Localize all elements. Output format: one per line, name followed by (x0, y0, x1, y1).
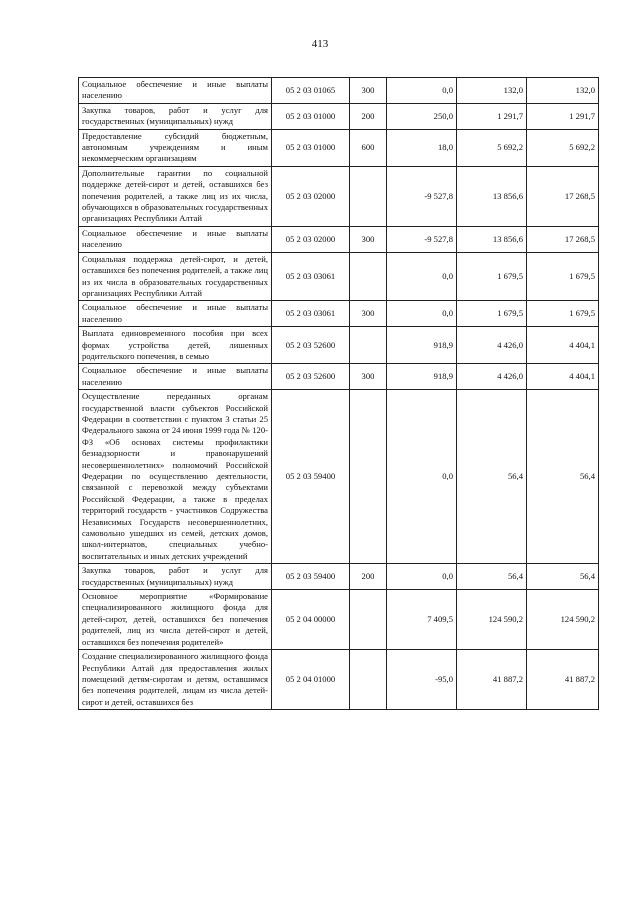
row-change: 0,0 (387, 301, 457, 327)
row-expense-type: 600 (350, 129, 387, 166)
row-code: 05 2 03 52600 (272, 327, 350, 364)
row-name: Социальное обеспечение и иные выплаты населению (79, 226, 272, 252)
row-change: 7 409,5 (387, 590, 457, 650)
row-name: Предоставление субсидий бюджетным, автономным учреждениям и иным некоммерческим организациям (79, 129, 272, 166)
row-change: 918,9 (387, 327, 457, 364)
row-expense-type (350, 252, 387, 301)
table-row (79, 590, 599, 650)
table-row (79, 364, 599, 390)
row-value-1: 5 692,2 (457, 129, 527, 166)
row-change: 0,0 (387, 390, 457, 564)
row-value-2: 56,4 (527, 390, 599, 564)
row-expense-type: 200 (350, 103, 387, 129)
row-value-1: 1 291,7 (457, 103, 527, 129)
row-value-2: 132,0 (527, 78, 599, 104)
row-value-1: 56,4 (457, 564, 527, 590)
row-value-1: 124 590,2 (457, 590, 527, 650)
row-code: 05 2 03 01000 (272, 129, 350, 166)
row-value-2: 124 590,2 (527, 590, 599, 650)
row-value-2: 1 291,7 (527, 103, 599, 129)
row-change: 18,0 (387, 129, 457, 166)
row-value-2: 1 679,5 (527, 252, 599, 301)
row-value-2: 4 404,1 (527, 364, 599, 390)
row-expense-type (350, 650, 387, 710)
row-expense-type: 300 (350, 301, 387, 327)
table-row (79, 564, 599, 590)
row-name: Социальное обеспечение и иные выплаты населению (79, 364, 272, 390)
row-value-2: 17 268,5 (527, 166, 599, 226)
row-change: 0,0 (387, 78, 457, 104)
row-value-1: 1 679,5 (457, 252, 527, 301)
row-name: Дополнительные гарантии по социальной поддержке детей-сирот и детей, оставшихся без попечения родителей, а также лиц из их числа, обучающихся в образовательных государственных организациях Республики Алтай (79, 166, 272, 226)
row-expense-type: 300 (350, 226, 387, 252)
row-name: Социальное обеспечение и иные выплаты населению (79, 301, 272, 327)
row-value-1: 4 426,0 (457, 327, 527, 364)
row-code: 05 2 03 01065 (272, 78, 350, 104)
row-value-1: 132,0 (457, 78, 527, 104)
row-expense-type: 300 (350, 364, 387, 390)
table-row (79, 78, 599, 104)
table-row (79, 226, 599, 252)
row-name: Осуществление переданных органам государственной власти субъектов Российской Федерации в соответствии с пунктом 3 статьи 25 Федерального закона от 24 июня 1999 года № 120-ФЗ «Об основах системы профилактики безнадзорности и правонарушений несовершеннолетних» полномочий Российской Федерации по осуществлению деятельности, связанной с перевозкой между субъектами Российской Федерации, а также в пределах территорий государств - участников Содружества Независимых Государств несовершеннолетних, самовольно ушедших из семей, детских домов, школ-интернатов, специальных учебно-воспитательных и иных детских учреждений (79, 390, 272, 564)
row-name: Создание специализированного жилищного фонда Республики Алтай для предоставления жилых помещений детям-сиротам и детям, оставшимся без попечения родителей, лицам из числа детей-сирот и детей, оставшихся без (79, 650, 272, 710)
row-expense-type (350, 327, 387, 364)
table-row (79, 327, 599, 364)
row-expense-type: 200 (350, 564, 387, 590)
row-code: 05 2 04 00000 (272, 590, 350, 650)
row-code: 05 2 03 59400 (272, 564, 350, 590)
row-name: Закупка товаров, работ и услуг для государственных (муниципальных) нужд (79, 103, 272, 129)
row-code: 05 2 03 03061 (272, 301, 350, 327)
row-code: 05 2 03 03061 (272, 252, 350, 301)
row-change: -9 527,8 (387, 166, 457, 226)
row-code: 05 2 03 59400 (272, 390, 350, 564)
row-expense-type: 300 (350, 78, 387, 104)
row-value-1: 4 426,0 (457, 364, 527, 390)
row-change: 250,0 (387, 103, 457, 129)
row-value-2: 5 692,2 (527, 129, 599, 166)
row-name: Закупка товаров, работ и услуг для государственных (муниципальных) нужд (79, 564, 272, 590)
row-change: 918,9 (387, 364, 457, 390)
row-change: 0,0 (387, 252, 457, 301)
row-value-2: 4 404,1 (527, 327, 599, 364)
table-row (79, 252, 599, 301)
row-expense-type (350, 390, 387, 564)
row-value-2: 17 268,5 (527, 226, 599, 252)
table-row (79, 650, 599, 710)
row-change: -9 527,8 (387, 226, 457, 252)
row-value-1: 56,4 (457, 390, 527, 564)
page-number: 413 (311, 38, 329, 50)
row-code: 05 2 04 01000 (272, 650, 350, 710)
row-code: 05 2 03 52600 (272, 364, 350, 390)
row-code: 05 2 03 02000 (272, 166, 350, 226)
row-code: 05 2 03 01000 (272, 103, 350, 129)
table-row (79, 166, 599, 226)
row-change: 0,0 (387, 564, 457, 590)
row-value-1: 13 856,6 (457, 166, 527, 226)
row-name: Выплата единовременного пособия при всех формах устройства детей, лишенных родительского попечения, в семью (79, 327, 272, 364)
row-expense-type (350, 166, 387, 226)
row-value-1: 13 856,6 (457, 226, 527, 252)
row-value-1: 1 679,5 (457, 301, 527, 327)
row-expense-type (350, 590, 387, 650)
row-value-1: 41 887,2 (457, 650, 527, 710)
row-name: Социальное обеспечение и иные выплаты населению (79, 78, 272, 104)
row-change: -95,0 (387, 650, 457, 710)
row-name: Основное мероприятие «Формирование специализированного жилищного фонда для детей-сирот, детей, оставшихся без попечения родителей, лиц из числа детей-сирот и детей, оставшихся без попечения родителей» (79, 590, 272, 650)
row-value-2: 1 679,5 (527, 301, 599, 327)
table-row (79, 301, 599, 327)
table-row (79, 129, 599, 166)
row-name: Социальная поддержка детей-сирот, и детей, оставшихся без попечения родителей, а также лиц из их числа в образовательных государственных организациях Республики Алтай (79, 252, 272, 301)
row-code: 05 2 03 02000 (272, 226, 350, 252)
row-value-2: 56,4 (527, 564, 599, 590)
table-row (79, 103, 599, 129)
row-value-2: 41 887,2 (527, 650, 599, 710)
budget-table (78, 77, 599, 710)
table-row (79, 390, 599, 564)
